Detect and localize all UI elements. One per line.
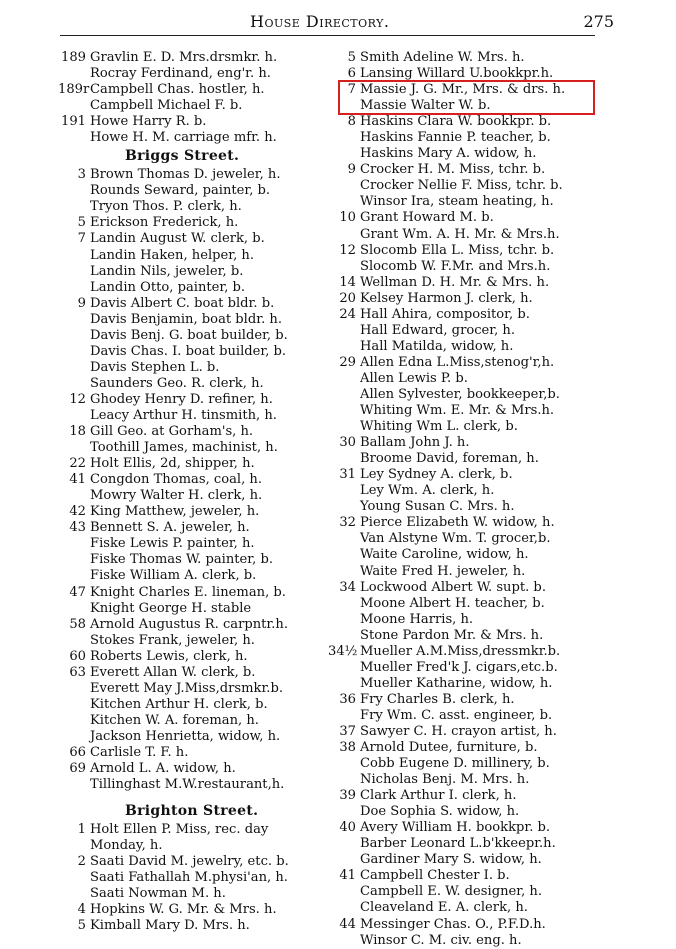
- spacer: [58, 793, 330, 801]
- resident-entry: Congdon Thomas, coal, h.: [90, 472, 263, 488]
- house-number: 14: [339, 274, 356, 290]
- directory-entry: [328, 531, 598, 547]
- resident-entry: Gravlin E. D. Mrs.drsmkr. h.: [90, 50, 278, 65]
- resident-entry: Tillinghast M.W.restaurant,h.: [90, 777, 285, 793]
- resident-entry: Rounds Seward, painter, b.: [90, 183, 271, 199]
- directory-entry: [328, 355, 598, 371]
- directory-entry: [328, 644, 598, 660]
- resident-entry: Stokes Frank, jeweler, h.: [90, 632, 255, 648]
- directory-entry: [328, 852, 598, 868]
- resident-entry: Arnold Augustus R. carpntr.h.: [90, 616, 288, 632]
- resident-entry: Van Alstyne Wm. T. grocer,b.: [360, 531, 551, 547]
- resident-entry: Carlisle T. F. h.: [90, 744, 189, 760]
- directory-entry: [328, 339, 598, 355]
- resident-entry: Smith Adeline W. Mrs. h.: [360, 50, 525, 65]
- directory-entry: [58, 66, 330, 82]
- house-number: 58: [69, 616, 86, 632]
- resident-entry: Lockwood Albert W. supt. b.: [360, 579, 546, 595]
- directory-entry: [58, 376, 330, 392]
- house-number: 44: [339, 916, 356, 932]
- house-number: 4: [77, 902, 86, 918]
- directory-entry: [328, 451, 598, 467]
- directory-entry: [58, 130, 330, 146]
- house-number: 47: [69, 584, 86, 600]
- resident-entry: Slocomb W. F.Mr. and Mrs.h.: [360, 258, 551, 274]
- directory-entry: [328, 130, 598, 146]
- directory-entry: [328, 772, 598, 788]
- directory-entry: [58, 838, 330, 854]
- resident-entry: Haskins Fannie P. teacher, b.: [360, 130, 551, 146]
- house-number: 22: [69, 456, 86, 472]
- directory-entry: [58, 98, 330, 114]
- resident-entry: Howe Harry R. b.: [90, 114, 207, 130]
- directory-entry: [58, 681, 330, 697]
- directory-entry: [328, 612, 598, 628]
- directory-entry: [58, 344, 330, 360]
- directory-entry: [328, 499, 598, 515]
- directory-entry: [58, 360, 330, 376]
- resident-entry: Landin Haken, helper, h.: [90, 247, 255, 263]
- resident-entry: Winsor C. M. civ. eng. h.: [360, 932, 522, 948]
- resident-entry: Grant Wm. A. H. Mr. & Mrs.h.: [360, 226, 560, 242]
- directory-entry: [328, 194, 598, 210]
- resident-entry: Fry Charles B. clerk, h.: [360, 691, 515, 707]
- directory-entry: [58, 296, 330, 312]
- directory-entry: [58, 761, 330, 777]
- house-number: 8: [347, 114, 356, 130]
- resident-entry: Saati David M. jewelry, etc. b.: [90, 854, 289, 870]
- resident-entry: Stone Pardon Mr. & Mrs. h.: [360, 627, 544, 643]
- resident-entry: Jackson Henrietta, widow, h.: [90, 728, 281, 744]
- directory-entry: [328, 162, 598, 178]
- house-number: 1: [77, 822, 86, 838]
- directory-entry: [58, 745, 330, 761]
- directory-entry: [328, 275, 598, 291]
- resident-entry: Davis Chas. I. boat builder, b.: [90, 343, 287, 359]
- directory-entry: [328, 210, 598, 226]
- resident-entry: Whiting Wm L. clerk, b.: [360, 419, 518, 435]
- directory-entry: [58, 568, 330, 584]
- page-number: 275: [583, 12, 614, 31]
- page-header: [0, 10, 676, 32]
- resident-entry: Knight Charles E. lineman, b.: [90, 584, 286, 600]
- directory-entry: [328, 371, 598, 387]
- resident-entry: Haskins Clara W. bookkpr. b.: [360, 114, 552, 130]
- directory-entry: [58, 114, 330, 130]
- directory-entry: [328, 227, 598, 243]
- directory-entry: [58, 408, 330, 424]
- house-number: 30: [339, 435, 356, 451]
- house-number: 10: [339, 210, 356, 226]
- right-column: [328, 50, 598, 949]
- house-number: 39: [339, 788, 356, 804]
- directory-entry: [328, 756, 598, 772]
- house-number: 29: [339, 354, 356, 370]
- resident-entry: Barber Leonard L.b'kkeepr.h.: [360, 836, 556, 852]
- directory-entry: [328, 820, 598, 836]
- directory-entry: [58, 536, 330, 552]
- house-number: 7: [347, 82, 356, 98]
- directory-entry: [328, 692, 598, 708]
- directory-entry: [58, 552, 330, 568]
- resident-entry: Campbell Michael F. b.: [90, 98, 243, 114]
- directory-entry: [328, 547, 598, 563]
- directory-entry: [58, 777, 330, 793]
- resident-entry: Mowry Walter H. clerk, h.: [90, 488, 263, 504]
- resident-entry: Gardiner Mary S. widow, h.: [360, 852, 542, 868]
- highlight-box: [338, 80, 595, 115]
- directory-entry: [328, 628, 598, 644]
- house-number: 189r: [58, 82, 90, 98]
- house-number: 3: [77, 167, 86, 183]
- directory-entry: [328, 435, 598, 451]
- resident-entry: Lansing Willard U.bookkpr.h.: [360, 66, 554, 82]
- resident-entry: Nicholas Benj. M. Mrs. h.: [360, 772, 530, 788]
- resident-entry: Hall Ahira, compositor, b.: [360, 306, 530, 322]
- resident-entry: Grant Howard M. b.: [360, 210, 494, 226]
- resident-entry: Tryon Thos. P. clerk, h.: [90, 199, 242, 215]
- directory-entry: [328, 788, 598, 804]
- resident-entry: Gill Geo. at Gorham's, h.: [90, 424, 254, 440]
- resident-entry: Mueller Fred'k J. cigars,etc.b.: [360, 659, 558, 675]
- directory-entry: [58, 215, 330, 231]
- street-heading: [58, 146, 330, 167]
- resident-entry: Saati Nowman M. h.: [90, 886, 226, 902]
- house-number: 9: [77, 295, 86, 311]
- resident-entry: Holt Ellen P. Miss, rec. day: [90, 822, 269, 838]
- directory-entry: [58, 328, 330, 344]
- directory-entry: [328, 259, 598, 275]
- resident-entry: Slocomb Ella L. Miss, tchr. b.: [360, 242, 555, 258]
- resident-entry: Leacy Arthur H. tinsmith, h.: [90, 407, 277, 423]
- resident-entry: Doe Sophia S. widow, h.: [360, 804, 520, 820]
- resident-entry: Bennett S. A. jeweler, h.: [90, 520, 250, 536]
- resident-entry: Kelsey Harmon J. clerk, h.: [360, 290, 533, 306]
- directory-entry: [58, 520, 330, 536]
- directory-entry: [328, 114, 598, 130]
- resident-entry: Campbell E. W. designer, h.: [360, 884, 543, 900]
- directory-entry: [58, 280, 330, 296]
- resident-entry: Crocker H. M. Miss, tchr. b.: [360, 162, 546, 178]
- house-number: 41: [69, 472, 86, 488]
- directory-entry: [328, 740, 598, 756]
- resident-entry: Cleaveland E. A. clerk, h.: [360, 900, 528, 916]
- directory-entry: [328, 660, 598, 676]
- resident-entry: Waite Caroline, widow, h.: [360, 547, 529, 563]
- directory-entry: [58, 601, 330, 617]
- resident-entry: Landin Otto, painter, b.: [90, 279, 246, 295]
- directory-entry: [328, 243, 598, 259]
- street-heading-text: Briggs Street.: [125, 148, 240, 165]
- resident-entry: Davis Benj. G. boat builder, b.: [90, 327, 288, 343]
- resident-entry: Landin August W. clerk, b.: [90, 231, 265, 247]
- directory-entry: [58, 392, 330, 408]
- resident-entry: Campbell Chas. hostler, h.: [90, 82, 265, 98]
- resident-entry: Allen Lewis P. b.: [360, 370, 468, 386]
- house-number: 43: [69, 520, 86, 536]
- house-number: 24: [339, 306, 356, 322]
- directory-entry: [58, 248, 330, 264]
- directory-entry: [328, 900, 598, 916]
- house-number: 32: [339, 515, 356, 531]
- resident-entry: Waite Fred H. jeweler, h.: [360, 563, 526, 579]
- house-number: 9: [347, 162, 356, 178]
- directory-entry: [328, 307, 598, 323]
- directory-entry: [328, 50, 598, 66]
- house-number: 66: [69, 744, 86, 760]
- directory-entry: [58, 713, 330, 729]
- house-number: 36: [339, 691, 356, 707]
- resident-entry: Ley Wm. A. clerk, h.: [360, 483, 495, 499]
- house-number: 20: [339, 290, 356, 306]
- resident-entry: Whiting Wm. E. Mr. & Mrs.h.: [360, 403, 555, 419]
- house-number: 189: [61, 50, 86, 65]
- directory-entry: [58, 50, 330, 66]
- directory-entry: [58, 312, 330, 328]
- house-number: 5: [77, 918, 86, 934]
- resident-entry: Crocker Nellie F. Miss, tchr. b.: [360, 178, 563, 194]
- resident-entry: Broome David, foreman, h.: [360, 451, 539, 467]
- directory-entry: [58, 633, 330, 649]
- header-rule: [60, 35, 595, 36]
- page-title: House Directory.: [250, 12, 390, 31]
- directory-entry: [58, 167, 330, 183]
- resident-entry: Fry Wm. C. asst. engineer, b.: [360, 707, 553, 723]
- directory-entry: [58, 472, 330, 488]
- directory-entry: [58, 918, 330, 934]
- resident-entry: Davis Benjamin, boat bldr. h.: [90, 311, 282, 327]
- house-number: 31: [339, 467, 356, 483]
- directory-entry: [328, 917, 598, 933]
- directory-entry: [328, 483, 598, 499]
- resident-entry: Moone Albert H. teacher, b.: [360, 595, 545, 611]
- resident-entry: Avery William H. bookkpr. b.: [360, 820, 551, 836]
- house-number: 41: [339, 868, 356, 884]
- directory-entry: [58, 665, 330, 681]
- house-number: 12: [339, 242, 356, 258]
- directory-entry: [58, 183, 330, 199]
- directory-entry: [328, 804, 598, 820]
- directory-entry: [58, 585, 330, 601]
- resident-entry: Messinger Chas. O., P.F.D.h.: [360, 916, 546, 932]
- resident-entry: Arnold Dutee, furniture, b.: [360, 740, 538, 756]
- resident-entry: Brown Thomas D. jeweler, h.: [90, 167, 281, 183]
- house-number: 12: [69, 391, 86, 407]
- directory-entry: [58, 649, 330, 665]
- house-number: 40: [339, 820, 356, 836]
- house-number: 5: [347, 50, 356, 65]
- directory-entry: [58, 729, 330, 745]
- house-number: 2: [77, 854, 86, 870]
- resident-entry: Cobb Eugene D. millinery, b.: [360, 756, 550, 772]
- directory-entry: [328, 884, 598, 900]
- resident-entry: Monday, h.: [90, 838, 163, 854]
- directory-entry: [328, 596, 598, 612]
- resident-entry: Everett May J.Miss,drsmkr.b.: [90, 680, 283, 696]
- directory-entry: [58, 617, 330, 633]
- resident-entry: Wellman D. H. Mr. & Mrs. h.: [360, 274, 550, 290]
- directory-entry: [58, 231, 330, 247]
- resident-entry: Davis Albert C. boat bldr. b.: [90, 295, 275, 311]
- resident-entry: Haskins Mary A. widow, h.: [360, 146, 537, 162]
- resident-entry: Fiske Thomas W. painter, b.: [90, 552, 273, 568]
- directory-entry: [328, 708, 598, 724]
- resident-entry: Fiske William A. clerk, b.: [90, 568, 257, 584]
- house-number: 7: [77, 231, 86, 247]
- house-number: 69: [69, 761, 86, 777]
- directory-entry: [58, 82, 330, 98]
- directory-entry: [58, 440, 330, 456]
- house-number: 5: [77, 215, 86, 231]
- resident-entry: Toothill James, machinist, h.: [90, 440, 278, 456]
- directory-entry: [328, 419, 598, 435]
- directory-entry: [58, 870, 330, 886]
- house-number: 42: [69, 504, 86, 520]
- resident-entry: Mueller Katharine, widow, h.: [360, 675, 553, 691]
- house-number: 34: [339, 579, 356, 595]
- directory-entry: [328, 933, 598, 949]
- directory-entry: [328, 387, 598, 403]
- directory-entry: [328, 580, 598, 596]
- directory-entry: [328, 403, 598, 419]
- resident-entry: Kitchen W. A. foreman, h.: [90, 712, 259, 728]
- directory-entry: [58, 199, 330, 215]
- resident-entry: Winsor Ira, steam heating, h.: [360, 194, 554, 210]
- resident-entry: Knight George H. stable: [90, 600, 252, 616]
- street-heading: [58, 801, 330, 822]
- directory-entry: [58, 504, 330, 520]
- street-heading-text: Brighton Street.: [125, 803, 259, 820]
- directory-entry: [328, 868, 598, 884]
- resident-entry: Pierce Elizabeth W. widow, h.: [360, 515, 555, 531]
- resident-entry: Clark Arthur I. clerk, h.: [360, 788, 517, 804]
- directory-entry: [328, 836, 598, 852]
- directory-entry: [328, 291, 598, 307]
- resident-entry: Massie Walter W. b.: [360, 98, 491, 114]
- resident-entry: Rocray Ferdinand, eng'r. h.: [90, 66, 271, 82]
- resident-entry: Hall Edward, grocer, h.: [360, 322, 516, 338]
- house-number: 34½: [328, 643, 358, 659]
- resident-entry: Arnold L. A. widow, h.: [90, 761, 236, 777]
- resident-entry: Allen Sylvester, bookkeeper,b.: [360, 386, 560, 402]
- resident-entry: Hopkins W. G. Mr. & Mrs. h.: [90, 902, 277, 918]
- left-column: [58, 50, 330, 934]
- resident-entry: Saati Fathallah M.physi'an, h.: [90, 870, 288, 886]
- resident-entry: Everett Allan W. clerk, b.: [90, 664, 256, 680]
- directory-entry: [328, 564, 598, 580]
- resident-entry: Allen Edna L.Miss,stenog'r,h.: [360, 354, 555, 370]
- directory-entry: [328, 146, 598, 162]
- directory-entry: [58, 456, 330, 472]
- resident-entry: Mueller A.M.Miss,dressmkr.b.: [360, 643, 561, 659]
- resident-entry: Fiske Lewis P. painter, h.: [90, 536, 255, 552]
- house-number: 191: [61, 114, 86, 130]
- resident-entry: Hall Matilda, widow, h.: [360, 338, 514, 354]
- directory-entry: [328, 515, 598, 531]
- house-number: 38: [339, 740, 356, 756]
- directory-entry: [58, 264, 330, 280]
- directory-entry: [58, 488, 330, 504]
- resident-entry: Howe H. M. carriage mfr. h.: [90, 130, 277, 146]
- house-number: 60: [69, 648, 86, 664]
- resident-entry: Holt Ellis, 2d, shipper, h.: [90, 456, 255, 472]
- house-number: 37: [339, 723, 356, 739]
- resident-entry: Roberts Lewis, clerk, h.: [90, 648, 248, 664]
- directory-entry: [328, 724, 598, 740]
- directory-entry: [328, 676, 598, 692]
- resident-entry: Moone Harris, h.: [360, 611, 474, 627]
- directory-entry: [58, 886, 330, 902]
- directory-entry: [328, 178, 598, 194]
- house-number: 18: [69, 424, 86, 440]
- resident-entry: Ley Sydney A. clerk, b.: [360, 467, 513, 483]
- resident-entry: Young Susan C. Mrs. h.: [360, 499, 515, 515]
- resident-entry: Kitchen Arthur H. clerk, b.: [90, 696, 268, 712]
- house-number: 6: [347, 66, 356, 82]
- resident-entry: Campbell Chester I. b.: [360, 868, 510, 884]
- resident-entry: Kimball Mary D. Mrs. h.: [90, 918, 250, 934]
- resident-entry: Erickson Frederick, h.: [90, 215, 239, 231]
- directory-entry: [328, 467, 598, 483]
- resident-entry: Saunders Geo. R. clerk, h.: [90, 375, 264, 391]
- directory-entry: [58, 697, 330, 713]
- resident-entry: King Matthew, jeweler, h.: [90, 504, 260, 520]
- resident-entry: Ghodey Henry D. refiner, h.: [90, 391, 273, 407]
- resident-entry: Landin Nils, jeweler, b.: [90, 263, 244, 279]
- resident-entry: Ballam John J. h.: [360, 435, 470, 451]
- resident-entry: Davis Stephen L. b.: [90, 359, 220, 375]
- directory-entry: [58, 424, 330, 440]
- directory-entry: [58, 902, 330, 918]
- resident-entry: Massie J. G. Mr., Mrs. & drs. h.: [360, 82, 566, 98]
- house-number: 63: [69, 664, 86, 680]
- directory-entry: [328, 323, 598, 339]
- resident-entry: Sawyer C. H. crayon artist, h.: [360, 723, 557, 739]
- directory-entry: [58, 822, 330, 838]
- directory-entry: [58, 854, 330, 870]
